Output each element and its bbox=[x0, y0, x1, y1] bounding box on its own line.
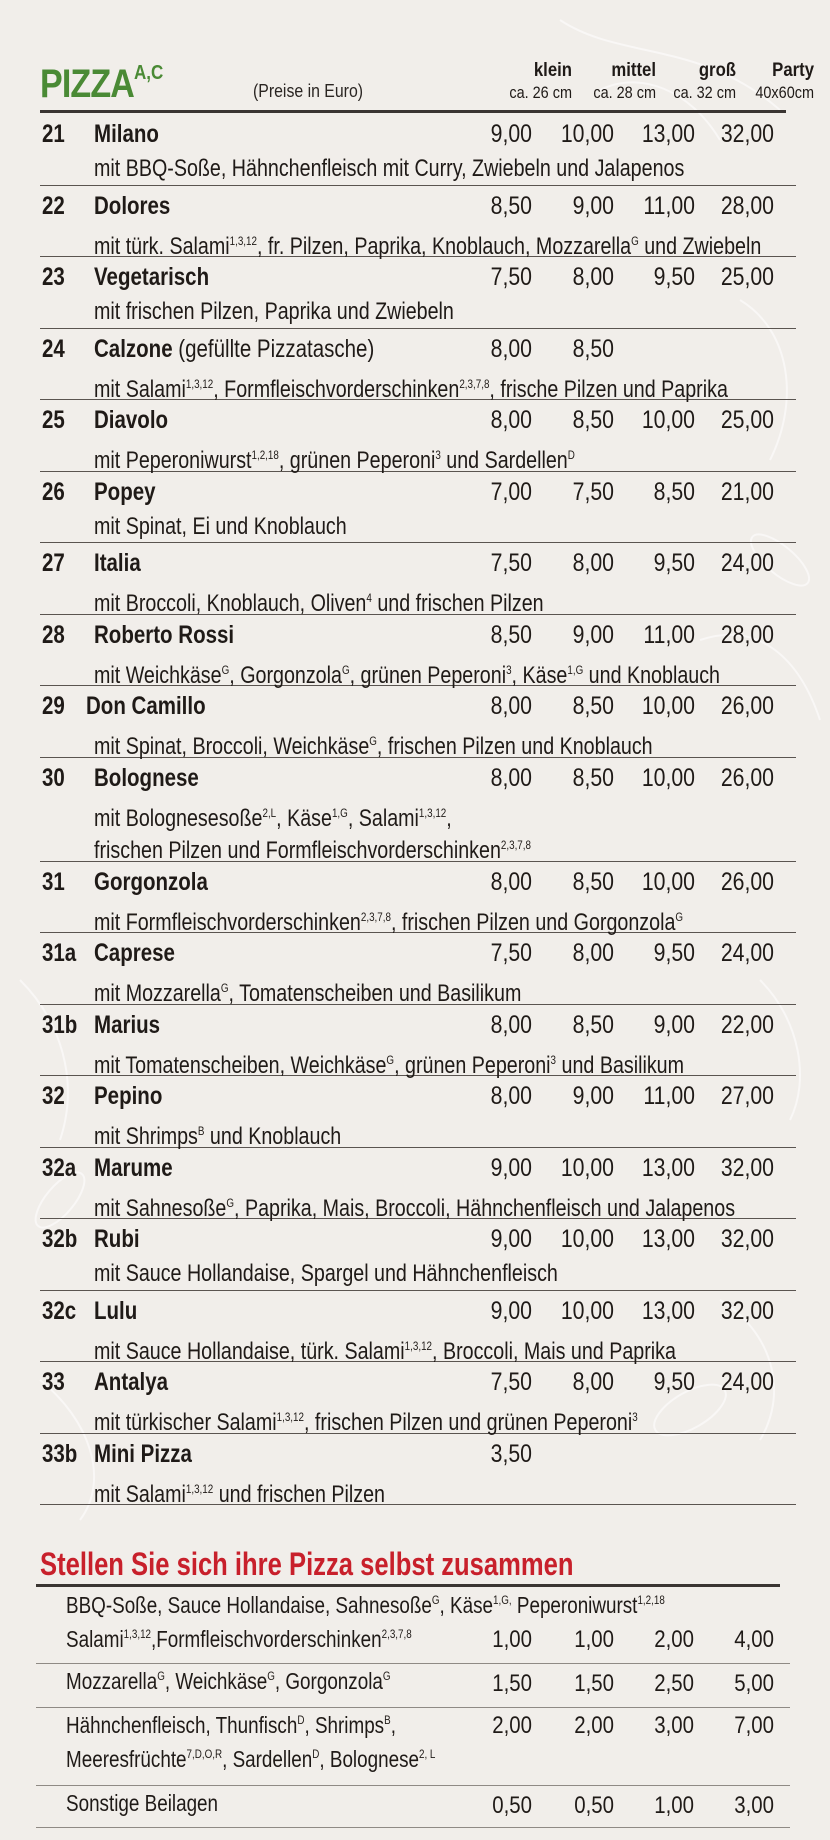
price-party: 22,00 bbox=[720, 1010, 774, 1039]
pizza-name: Milano bbox=[94, 120, 159, 148]
price-party: 32,00 bbox=[720, 1225, 774, 1253]
price-gross: 13,00 bbox=[641, 1153, 695, 1182]
pizza-description: mit Spinat, Broccoli, Weichkäse$^G$, frischen Pilzen und Knoblauch bbox=[94, 733, 653, 760]
price-klein: 7,50 bbox=[490, 939, 532, 967]
pizza-name: Mini Pizza bbox=[94, 1439, 192, 1468]
pizza-number: 31b bbox=[42, 1010, 78, 1039]
pizza-description: mit Broccoli, Knoblauch, Oliven$^4$ und frischen Pilzen bbox=[94, 590, 544, 617]
price-party: 32,00 bbox=[720, 1296, 774, 1325]
price-gross: 10,00 bbox=[641, 692, 695, 720]
price-gross: 10,00 bbox=[641, 406, 695, 434]
header-divider bbox=[40, 110, 786, 113]
price-party: 28,00 bbox=[720, 191, 774, 220]
price-party: 24,00 bbox=[720, 1368, 774, 1396]
extras-price-klein: 2,00 bbox=[492, 1712, 532, 1739]
pizza-number: 32 bbox=[42, 1082, 65, 1110]
pizza-name: Gorgonzola bbox=[94, 867, 208, 896]
pizza-description: mit Spinat, Ei und Knoblauch bbox=[94, 512, 347, 540]
extras-price-party: 5,00 bbox=[734, 1670, 774, 1697]
pizza-row bbox=[40, 114, 796, 186]
pizza-name: Rubi bbox=[94, 1225, 140, 1253]
extras-price-party: 3,00 bbox=[734, 1792, 774, 1819]
price-mittel: 8,00 bbox=[572, 939, 614, 967]
pizza-name: Italia bbox=[94, 549, 141, 577]
pizza-name: Marume bbox=[94, 1153, 173, 1182]
size-column-party: Party 40x60cm bbox=[755, 60, 814, 102]
pizza-description: mit Shrimps$^B$ und Knoblauch bbox=[94, 1123, 342, 1150]
extras-items: Hähnchenfleisch, Thunfisch$^D$, Shrimps$^B$, bbox=[66, 1712, 396, 1738]
price-gross: 9,00 bbox=[653, 1010, 695, 1039]
extras-price-gross: 3,00 bbox=[654, 1712, 694, 1739]
pizza-number: 25 bbox=[42, 406, 65, 434]
price-mittel: 8,50 bbox=[572, 406, 614, 434]
price-gross: 13,00 bbox=[641, 120, 695, 148]
extras-items: Sonstige Beilagen bbox=[66, 1790, 219, 1816]
price-mittel: 10,00 bbox=[560, 1153, 614, 1182]
pizza-description: mit Mozzarella$^G$, Tomatenscheiben und Basilikum bbox=[94, 980, 522, 1007]
extras-price-mittel: 0,50 bbox=[574, 1792, 614, 1819]
pizza-name: Calzone (gefüllte Pizzatasche) bbox=[94, 334, 375, 363]
extras-price-klein: 1,00 bbox=[492, 1626, 532, 1653]
price-party: 21,00 bbox=[720, 477, 774, 506]
pizza-name: Lulu bbox=[94, 1296, 138, 1325]
pizza-row bbox=[40, 1362, 796, 1434]
extras-row bbox=[36, 1664, 790, 1708]
pizza-description: mit Sauce Hollandaise, Spargel und Hähnchenfleisch bbox=[94, 1260, 558, 1287]
pizza-row bbox=[40, 1148, 796, 1220]
price-gross: 13,00 bbox=[641, 1296, 695, 1325]
pizza-description: mit Peperoniwurst$^{1,2,18}$, grünen Peperoni$^3$ und Sardellen$^D$ bbox=[94, 447, 575, 474]
pizza-row bbox=[40, 186, 796, 258]
price-gross: 13,00 bbox=[641, 1225, 695, 1253]
price-mittel: 9,00 bbox=[572, 191, 614, 220]
pizza-row bbox=[40, 862, 796, 934]
pizza-name: Dolores bbox=[94, 191, 171, 220]
pizza-description: mit Formfleischvorderschinken$^{2,3,7,8}$, frischen Pilzen und Gorgonzola$^G$ bbox=[94, 908, 684, 936]
extras-price-mittel: 2,00 bbox=[574, 1712, 614, 1739]
extras-price-klein: 0,50 bbox=[492, 1792, 532, 1819]
price-party: 26,00 bbox=[720, 692, 774, 720]
pizza-number: 33b bbox=[42, 1439, 78, 1468]
pizza-name: Pepino bbox=[94, 1082, 163, 1110]
build-your-own-divider bbox=[36, 1584, 780, 1587]
pizza-description: mit BBQ-Soße, Hähnchenfleisch mit Curry, Zwiebeln und Jalapenos bbox=[94, 155, 685, 182]
price-mittel: 8,50 bbox=[572, 763, 614, 792]
price-party: 26,00 bbox=[720, 867, 774, 896]
pizza-description: mit türkischer Salami$^{1,3,12}$, frischen Pilzen und grünen Peperoni$^3$ bbox=[94, 1409, 638, 1436]
section-title: $PIZZA^{A,C}$ bbox=[40, 62, 164, 106]
extras-price-gross: 2,00 bbox=[654, 1626, 694, 1653]
price-klein: 8,00 bbox=[490, 1082, 532, 1110]
pizza-row bbox=[40, 1219, 796, 1291]
price-party: 24,00 bbox=[720, 939, 774, 967]
price-party: 32,00 bbox=[720, 1153, 774, 1182]
price-party: 25,00 bbox=[720, 406, 774, 434]
price-gross: 11,00 bbox=[643, 1082, 695, 1110]
price-mittel: 9,00 bbox=[572, 1082, 614, 1110]
pizza-row bbox=[40, 758, 796, 862]
pizza-name: Don Camillo bbox=[86, 692, 206, 720]
extras-price-party: 7,00 bbox=[734, 1712, 774, 1739]
price-gross: 11,00 bbox=[643, 191, 695, 220]
pizza-description: mit frischen Pilzen, Paprika und Zwiebeln bbox=[94, 298, 454, 325]
extras-items-line2: Salami$^{1,3,12}$,Formfleischvorderschinken$^{2,3,7,8}$ bbox=[66, 1626, 412, 1652]
price-mittel: 8,50 bbox=[572, 1010, 614, 1039]
price-party: 27,00 bbox=[720, 1082, 774, 1110]
pizza-number: 32c bbox=[42, 1296, 77, 1325]
build-your-own-title: Stellen Sie sich ihre Pizza selbst zusammen bbox=[40, 1546, 574, 1582]
extras-list bbox=[36, 1588, 790, 1828]
price-klein: 8,50 bbox=[490, 191, 532, 220]
price-gross: 9,50 bbox=[653, 939, 695, 967]
price-gross: 9,50 bbox=[653, 263, 695, 291]
price-klein: 9,00 bbox=[490, 1225, 532, 1253]
pizza-description: mit Sahnesoße$^G$, Paprika, Mais, Broccoli, Hähnchenfleisch und Jalapenos bbox=[94, 1194, 736, 1222]
price-klein: 3,50 bbox=[490, 1439, 532, 1468]
pizza-number: 24 bbox=[42, 334, 65, 363]
price-klein: 9,00 bbox=[490, 1153, 532, 1182]
price-gross: 10,00 bbox=[641, 763, 695, 792]
pizza-number: 31a bbox=[42, 939, 77, 967]
pizza-row bbox=[40, 329, 796, 401]
pizza-number: 27 bbox=[42, 549, 65, 577]
extras-price-gross: 1,00 bbox=[654, 1792, 694, 1819]
pizza-number: 28 bbox=[42, 620, 65, 649]
pizza-row bbox=[40, 1005, 796, 1077]
extras-items: Mozzarella$^G$, Weichkäse$^G$, Gorgonzola$^G$ bbox=[66, 1668, 391, 1694]
pizza-row bbox=[40, 1434, 796, 1506]
pizza-row bbox=[40, 472, 796, 544]
size-column-gross: groß ca. 32 cm bbox=[673, 60, 736, 102]
pizza-number: 33 bbox=[42, 1368, 65, 1396]
pizza-row bbox=[40, 615, 796, 687]
pizza-name: Antalya bbox=[94, 1368, 169, 1396]
price-klein: 8,00 bbox=[490, 692, 532, 720]
extras-row bbox=[36, 1786, 790, 1828]
pizza-row bbox=[40, 543, 796, 615]
pizza-name: Bolognese bbox=[94, 763, 199, 792]
pizza-number: 30 bbox=[42, 763, 65, 792]
price-note: (Preise in Euro) bbox=[253, 81, 364, 101]
pizza-row bbox=[40, 257, 796, 329]
pizza-description: mit Sauce Hollandaise, türk. Salami$^{1,3,12}$, Broccoli, Mais und Paprika bbox=[94, 1337, 676, 1365]
size-column-klein: klein ca. 26 cm bbox=[509, 60, 572, 102]
extras-price-gross: 2,50 bbox=[654, 1670, 694, 1697]
price-party: 25,00 bbox=[720, 263, 774, 291]
pizza-description: mit Tomatenscheiben, Weichkäse$^G$, grünen Peperoni$^3$ und Basilikum bbox=[94, 1051, 685, 1079]
pizza-name: Vegetarisch bbox=[94, 263, 210, 291]
pizza-name: Roberto Rossi bbox=[94, 620, 235, 649]
price-klein: 8,00 bbox=[490, 334, 532, 363]
price-party: 28,00 bbox=[720, 620, 774, 649]
pizza-description: mit türk. Salami$^{1,3,12}$, fr. Pilzen, Paprika, Knoblauch, Mozzarella$^G$ und Zwiebeln bbox=[94, 232, 762, 260]
pizza-name: Diavolo bbox=[94, 406, 169, 434]
price-klein: 7,50 bbox=[490, 549, 532, 577]
price-gross: 11,00 bbox=[643, 620, 695, 649]
price-klein: 8,00 bbox=[490, 867, 532, 896]
pizza-number: 32a bbox=[42, 1153, 77, 1182]
price-gross: 9,50 bbox=[653, 549, 695, 577]
extras-price-mittel: 1,00 bbox=[574, 1626, 614, 1653]
pizza-row bbox=[40, 1291, 796, 1363]
pizza-number: 29 bbox=[42, 692, 65, 720]
price-klein: 9,00 bbox=[490, 1296, 532, 1325]
pizza-number: 26 bbox=[42, 477, 65, 506]
price-party: 26,00 bbox=[720, 763, 774, 792]
price-mittel: 10,00 bbox=[560, 1225, 614, 1253]
pizza-row bbox=[40, 400, 796, 472]
price-klein: 9,00 bbox=[490, 120, 532, 148]
pizza-description: mit Bolognesesoße$^{2,L}$, Käse$^{1,G}$, Salami$^{1,3,12}$, bbox=[94, 804, 452, 832]
price-mittel: 8,00 bbox=[572, 263, 614, 291]
price-klein: 7,00 bbox=[490, 477, 532, 506]
pizza-description: mit Salami$^{1,3,12}$ und frischen Pilzen bbox=[94, 1480, 385, 1508]
price-mittel: 8,50 bbox=[572, 867, 614, 896]
pizza-number: 23 bbox=[42, 263, 65, 291]
price-party: 24,00 bbox=[720, 549, 774, 577]
pizza-row bbox=[40, 686, 796, 758]
extras-items-line2: Meeresfrüchte$^{7,D,O,R}$, Sardellen$^D$, Bolognese$^{2, L}$ bbox=[66, 1746, 436, 1772]
price-mittel: 10,00 bbox=[560, 1296, 614, 1325]
pizza-number: 21 bbox=[42, 120, 65, 148]
extras-row bbox=[36, 1588, 790, 1664]
price-klein: 8,00 bbox=[490, 763, 532, 792]
pizza-description: mit Weichkäse$^G$, Gorgonzola$^G$, grünen Peperoni$^3$, Käse$^{1,G}$ und Knoblauch bbox=[94, 661, 721, 689]
pizza-number: 31 bbox=[42, 867, 65, 896]
price-mittel: 7,50 bbox=[572, 477, 614, 506]
pizza-list bbox=[40, 114, 796, 1508]
menu-header bbox=[40, 56, 814, 110]
pizza-name: Popey bbox=[94, 477, 156, 506]
pizza-description: mit Salami$^{1,3,12}$, Formfleischvorderschinken$^{2,3,7,8}$, frische Pilzen und Paprika bbox=[94, 375, 728, 403]
price-mittel: 8,00 bbox=[572, 1368, 614, 1396]
price-gross: 8,50 bbox=[653, 477, 695, 506]
price-gross: 10,00 bbox=[641, 867, 695, 896]
price-klein: 8,00 bbox=[490, 406, 532, 434]
price-mittel: 8,50 bbox=[572, 334, 614, 363]
price-klein: 7,50 bbox=[490, 1368, 532, 1396]
price-party: 32,00 bbox=[720, 120, 774, 148]
price-mittel: 10,00 bbox=[560, 120, 614, 148]
pizza-row bbox=[40, 933, 796, 1005]
pizza-number: 22 bbox=[42, 191, 65, 220]
price-gross: 9,50 bbox=[653, 1368, 695, 1396]
price-mittel: 8,00 bbox=[572, 549, 614, 577]
pizza-row bbox=[40, 1076, 796, 1148]
price-klein: 7,50 bbox=[490, 263, 532, 291]
price-klein: 8,50 bbox=[490, 620, 532, 649]
extras-items: BBQ-Soße, Sauce Hollandaise, Sahnesoße$^G$, Käse$^{1,G,}$ Peperoniwurst$^{1,2,18}$ bbox=[66, 1592, 665, 1618]
extras-price-klein: 1,50 bbox=[492, 1670, 532, 1697]
price-klein: 8,00 bbox=[490, 1010, 532, 1039]
pizza-number: 32b bbox=[42, 1225, 78, 1253]
extras-price-party: 4,00 bbox=[734, 1626, 774, 1653]
pizza-name: Marius bbox=[94, 1010, 161, 1039]
price-mittel: 8,50 bbox=[572, 692, 614, 720]
extras-row bbox=[36, 1708, 790, 1786]
size-column-mittel: mittel ca. 28 cm bbox=[593, 60, 656, 102]
extras-price-mittel: 1,50 bbox=[574, 1670, 614, 1697]
price-mittel: 9,00 bbox=[572, 620, 614, 649]
pizza-description-line2: frischen Pilzen und Formfleischvorderschinken$^{2,3,7,8}$ bbox=[94, 836, 531, 864]
pizza-name: Caprese bbox=[94, 939, 175, 967]
